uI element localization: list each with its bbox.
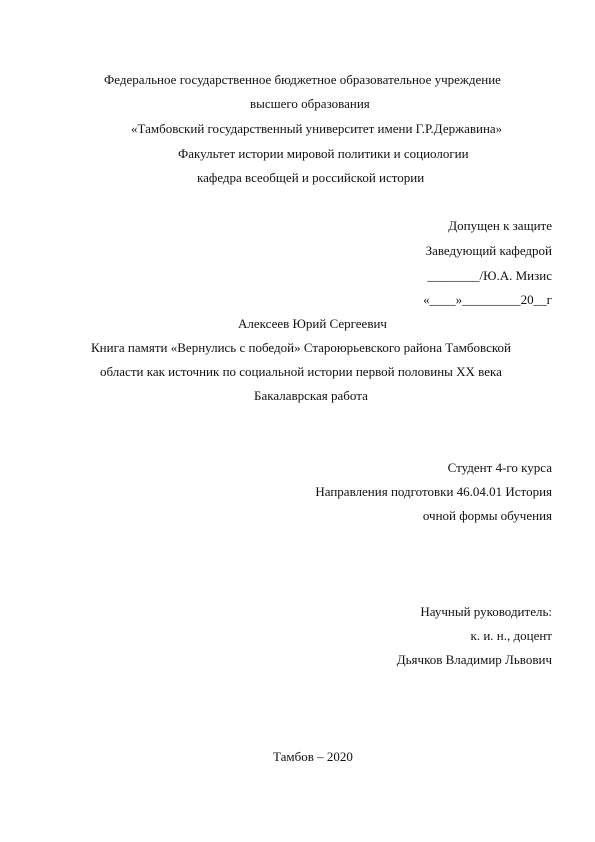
faculty-name: Факультет истории мировой политики и социологии: [178, 146, 469, 161]
department-name: кафедра всеобщей и российской истории: [197, 170, 425, 185]
approval-head-of-department: Заведующий кафедрой: [425, 243, 552, 258]
supervisor-heading: Научный руководитель:: [420, 604, 552, 619]
university-name: «Тамбовский государственный университет имени Г.Р.Державина»: [131, 121, 503, 136]
thesis-title-line-1: Книга памяти «Вернулись с победой» Староюрьевского района Тамбовской: [91, 340, 511, 355]
institution-line-1: Федеральное государственное бюджетное образовательное учреждение: [104, 72, 501, 87]
student-study-form: очной формы обучения: [422, 508, 552, 523]
institution-line-2: высшего образования: [250, 96, 370, 111]
student-direction: Направления подготовки 46.04.01 История: [315, 484, 552, 499]
student-course: Студент 4-го курса: [447, 460, 552, 475]
approval-date: «____»_________20__г: [423, 292, 552, 307]
work-type: Бакалаврская работа: [254, 388, 368, 403]
supervisor-name: Дьячков Владимир Львович: [396, 652, 552, 667]
author-name: Алексеев Юрий Сергеевич: [238, 316, 387, 331]
thesis-title-line-2: области как источник по социальной истории первой половины ХХ века: [100, 364, 502, 379]
supervisor-degree: к. и. н., доцент: [470, 628, 552, 643]
approval-signature: ________/Ю.А. Мизис: [427, 268, 552, 283]
city-year: Тамбов – 2020: [273, 749, 353, 764]
approval-admitted: Допущен к защите: [448, 218, 552, 233]
